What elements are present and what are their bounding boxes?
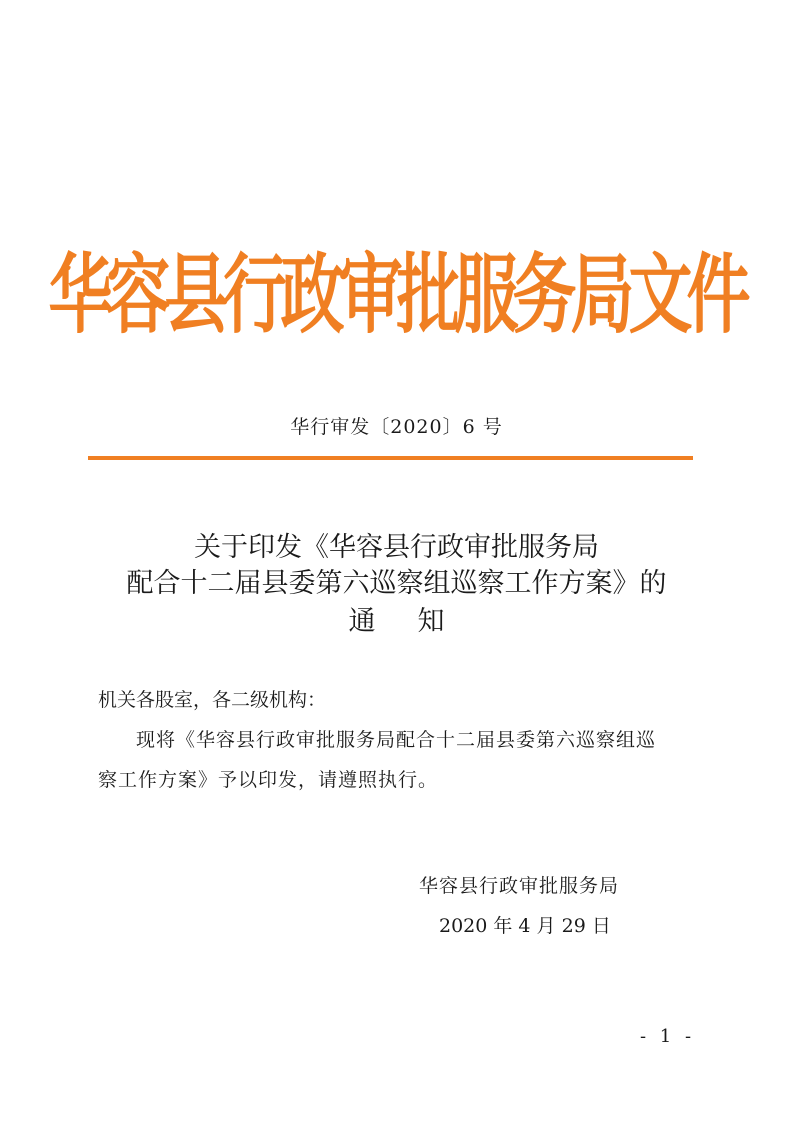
signature-organization: 华容县行政审批服务局 — [419, 875, 620, 897]
document-title-line-3: 通知 — [348, 606, 487, 637]
document-title-line-1: 关于印发《华容县行政审批服务局 — [194, 532, 599, 563]
document-masthead: 华容县行政审批服务局文件 — [48, 246, 745, 347]
page-number: - 1 - — [640, 1026, 696, 1047]
body-paragraph-line-2: 察工作方案》予以印发，请遵照执行。 — [98, 769, 439, 791]
masthead-divider — [88, 456, 693, 460]
body-paragraph-line-1: 现将《华容县行政审批服务局配合十二届县委第六巡察组巡 — [136, 729, 657, 751]
document-number: 华行审发〔2020〕6 号 — [290, 416, 503, 438]
signature-date: 2020 年 4 月 29 日 — [439, 915, 611, 937]
salutation: 机关各股室，各二级机构： — [98, 689, 327, 711]
document-title-line-2: 配合十二届县委第六巡察组巡察工作方案》的 — [126, 568, 667, 599]
